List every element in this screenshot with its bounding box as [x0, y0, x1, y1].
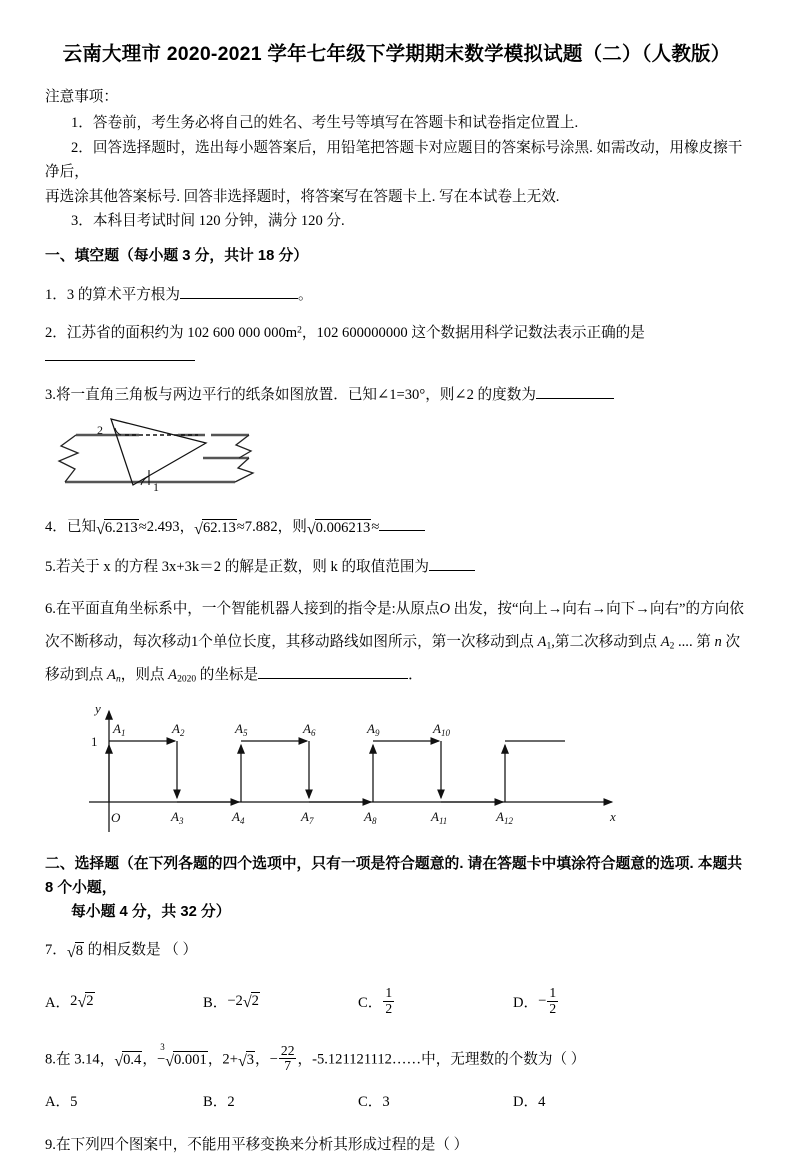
option-d[interactable]: D．4: [513, 1093, 546, 1110]
point-a2-sub: 2: [669, 641, 675, 652]
question-8-plus: +: [229, 1051, 238, 1068]
answer-blank[interactable]: [45, 360, 195, 361]
point-an-sub: n: [115, 674, 121, 685]
point-an: A: [107, 666, 116, 683]
point-label-a10: $A_{10}$: [433, 721, 450, 739]
question-2-text: 2．江苏省的面积约为 102 600 000 000m: [45, 324, 298, 341]
question-8-sep3: ，: [255, 1051, 270, 1068]
fraction-22-7: $\frac{22}{7}$: [280, 1042, 295, 1074]
question-6-text-g: 动到点: [59, 666, 108, 683]
question-6-period: ．: [408, 666, 423, 683]
option-c[interactable]: [358, 986, 513, 1016]
n-symbol: n: [714, 633, 722, 650]
question-3-text: 3.将一直角三角板与两边平行的纸条如图放置．已知∠1=30°，则∠2 的度数为: [45, 387, 536, 404]
notes-heading: 注意事项：: [45, 89, 118, 105]
point-label-a4: $A_4$: [232, 809, 245, 827]
page-title: 云南大理市 2020-2021 学年七年级下学期期末数学模拟试题（二）（人教版）: [62, 43, 731, 65]
answer-blank[interactable]: [379, 530, 425, 531]
figure-robot-path-coordinate: [67, 699, 748, 839]
question-8-neg: −: [156, 1051, 166, 1068]
question-9: 9.在下列四个图案中，不能用平移变换来分析其形成过程的是（ ）: [45, 1136, 469, 1153]
question-7-text: 的相反数是 （ ）: [83, 942, 198, 959]
radical-8: √8: [66, 943, 83, 962]
radical-0006213: √0.006213: [306, 520, 371, 539]
point-label-a1: $A_1$: [113, 721, 126, 739]
question-8-suffix: ，-5.121121112……中，无理数的个数为（ ）: [297, 1051, 586, 1068]
question-2-text-cont: ，102 600000000 这个数据用科学记数法表示正确的是: [301, 324, 645, 341]
cube-root-index: 3: [160, 1042, 165, 1053]
point-a2020: A: [168, 666, 178, 683]
option-a-coef: 2: [70, 993, 78, 1010]
question-8-sep1: ，: [142, 1051, 157, 1068]
question-7-options: [45, 980, 748, 1024]
option-b[interactable]: [203, 991, 358, 1012]
y-axis-label: y: [95, 701, 101, 717]
point-label-a9: $A_9$: [367, 721, 380, 739]
answer-blank[interactable]: [180, 298, 298, 299]
section-2-heading: [45, 853, 748, 924]
option-d-sign: −: [538, 993, 547, 1010]
option-b[interactable]: B．2: [203, 1093, 235, 1110]
note-item: 2．回答选择题时，选出每小题答案后，用铅笔把答题卡对应题目的答案标号涂黑. 如需改动，用橡皮擦干净后，: [45, 139, 743, 181]
option-a[interactable]: A．5: [45, 1093, 78, 1110]
cube-root-0001: 3 √0.001: [160, 1042, 207, 1071]
note-item: 1．答卷前，考生务必将自己的姓名、考生号等填写在答题卡和试卷指定位置上.: [71, 115, 579, 132]
question-4-text-3: ≈7.882，则: [236, 519, 307, 536]
radical-2: √2: [77, 993, 94, 1012]
question-6-text-i: 的坐标是: [196, 666, 259, 683]
section-2-heading-line2: 每小题 4 分，共 32 分）: [71, 903, 231, 920]
option-c-label: C．: [358, 995, 383, 1012]
question-8: [45, 1044, 748, 1074]
radical-2b: √2: [242, 993, 259, 1012]
question-4-text-2: ≈2.493，: [138, 519, 195, 536]
radical-3: √3: [237, 1052, 255, 1071]
answer-blank[interactable]: [429, 570, 475, 571]
question-5: [45, 555, 748, 579]
question-6-text-a: 6.在平面直角坐标系中，一个智能机器人接到的指令是:从原点: [45, 600, 440, 617]
section-2-heading-line1: 二、选择题（在下列各题的四个选项中，只有一项是符合题意的. 请在答题卡中填涂符合题意的选项. 本题共 8 个小题，: [45, 856, 743, 897]
question-5-text: 5.若关于 x 的方程 3x+3k＝2 的解是正数，则 k 的取值范围为: [45, 558, 430, 575]
origin-symbol: O: [439, 600, 450, 617]
question-6-text-e: .... 第: [674, 633, 715, 650]
unit-label: 1: [91, 734, 98, 750]
point-label-a2: $A_2$: [172, 721, 185, 739]
angle-2-label: 2: [97, 423, 103, 438]
question-4-text: 4．已知: [45, 519, 97, 536]
point-a1-sub: 1: [546, 641, 552, 652]
section-1-heading: 一、填空题（每小题 3 分，共计 18 分）: [45, 247, 309, 264]
radical-6213b: √62.13: [194, 520, 236, 539]
point-a1: A: [537, 633, 547, 650]
option-a[interactable]: [45, 991, 203, 1012]
point-label-a3: $A_3$: [171, 809, 184, 827]
square-superscript: 2: [297, 325, 302, 336]
x-axis-label: x: [610, 809, 616, 825]
option-b-label: B．: [203, 995, 228, 1012]
radical-04: √0.4: [114, 1052, 142, 1071]
point-label-a11: $A_{11}$: [431, 809, 448, 827]
point-label-a8: $A_8$: [364, 809, 377, 827]
question-6-text-d: ,第二次移动到点: [551, 633, 661, 650]
answer-blank[interactable]: [536, 398, 614, 399]
question-4-text-4: ≈: [371, 519, 380, 536]
option-d[interactable]: [513, 986, 559, 1016]
option-b-coef: −2: [227, 993, 243, 1010]
question-6-text-b: 出发，按“向上→向右→向下→向右”的方向依: [450, 600, 744, 617]
figure-triangle-on-paper-strip: [53, 413, 748, 495]
question-1-text: 1．3 的算术平方根为: [45, 286, 180, 303]
fraction-neg-one-half: $\frac{1}{2}$: [549, 985, 557, 1017]
question-2: [45, 321, 748, 369]
option-c[interactable]: C．3: [358, 1093, 390, 1110]
question-8-frac-sign: −: [269, 1051, 278, 1068]
question-8-prefix: 8.在 3.14，: [45, 1051, 115, 1068]
point-a2: A: [660, 633, 670, 650]
note-item: 再选涂其他答案标号. 回答非选择题时，将答案写在答题卡上. 写在本试卷上无效.: [45, 188, 560, 205]
point-label-a7: $A_7$: [301, 809, 314, 827]
angle-1-label: 1: [153, 480, 159, 495]
question-8-sep2: ，2: [207, 1051, 230, 1068]
question-7: [45, 938, 748, 963]
question-3: [45, 383, 748, 407]
question-7-prefix: 7．: [45, 942, 67, 959]
question-6: [45, 593, 748, 691]
fraction-one-half: $\frac{1}{2}$: [385, 985, 393, 1017]
question-1: [45, 283, 748, 307]
question-8-options: [45, 1090, 748, 1111]
point-label-a12: $A_{12}$: [496, 809, 513, 827]
question-6-text-c: 次不断移动，每次移动1个单位长度，其移动路线如图所示，第一次移动到点: [45, 633, 538, 650]
answer-blank[interactable]: [258, 678, 408, 679]
origin-label: O: [111, 810, 121, 826]
option-d-label: D．: [513, 995, 539, 1012]
question-6-text-h: ，则点: [120, 666, 169, 683]
note-item: 3．本科目考试时间 120 分钟，满分 120 分.: [71, 213, 345, 230]
point-label-a5: $A_5$: [235, 721, 248, 739]
point-label-a6: $A_6$: [303, 721, 316, 739]
question-1-suffix: 。: [298, 286, 313, 303]
option-a-label: A．: [45, 995, 71, 1012]
point-a2020-sub: 2020: [177, 674, 197, 685]
radical-6213: √6.213: [96, 520, 138, 539]
question-4: [45, 515, 748, 540]
question-6-text-f: 次移: [45, 633, 741, 683]
